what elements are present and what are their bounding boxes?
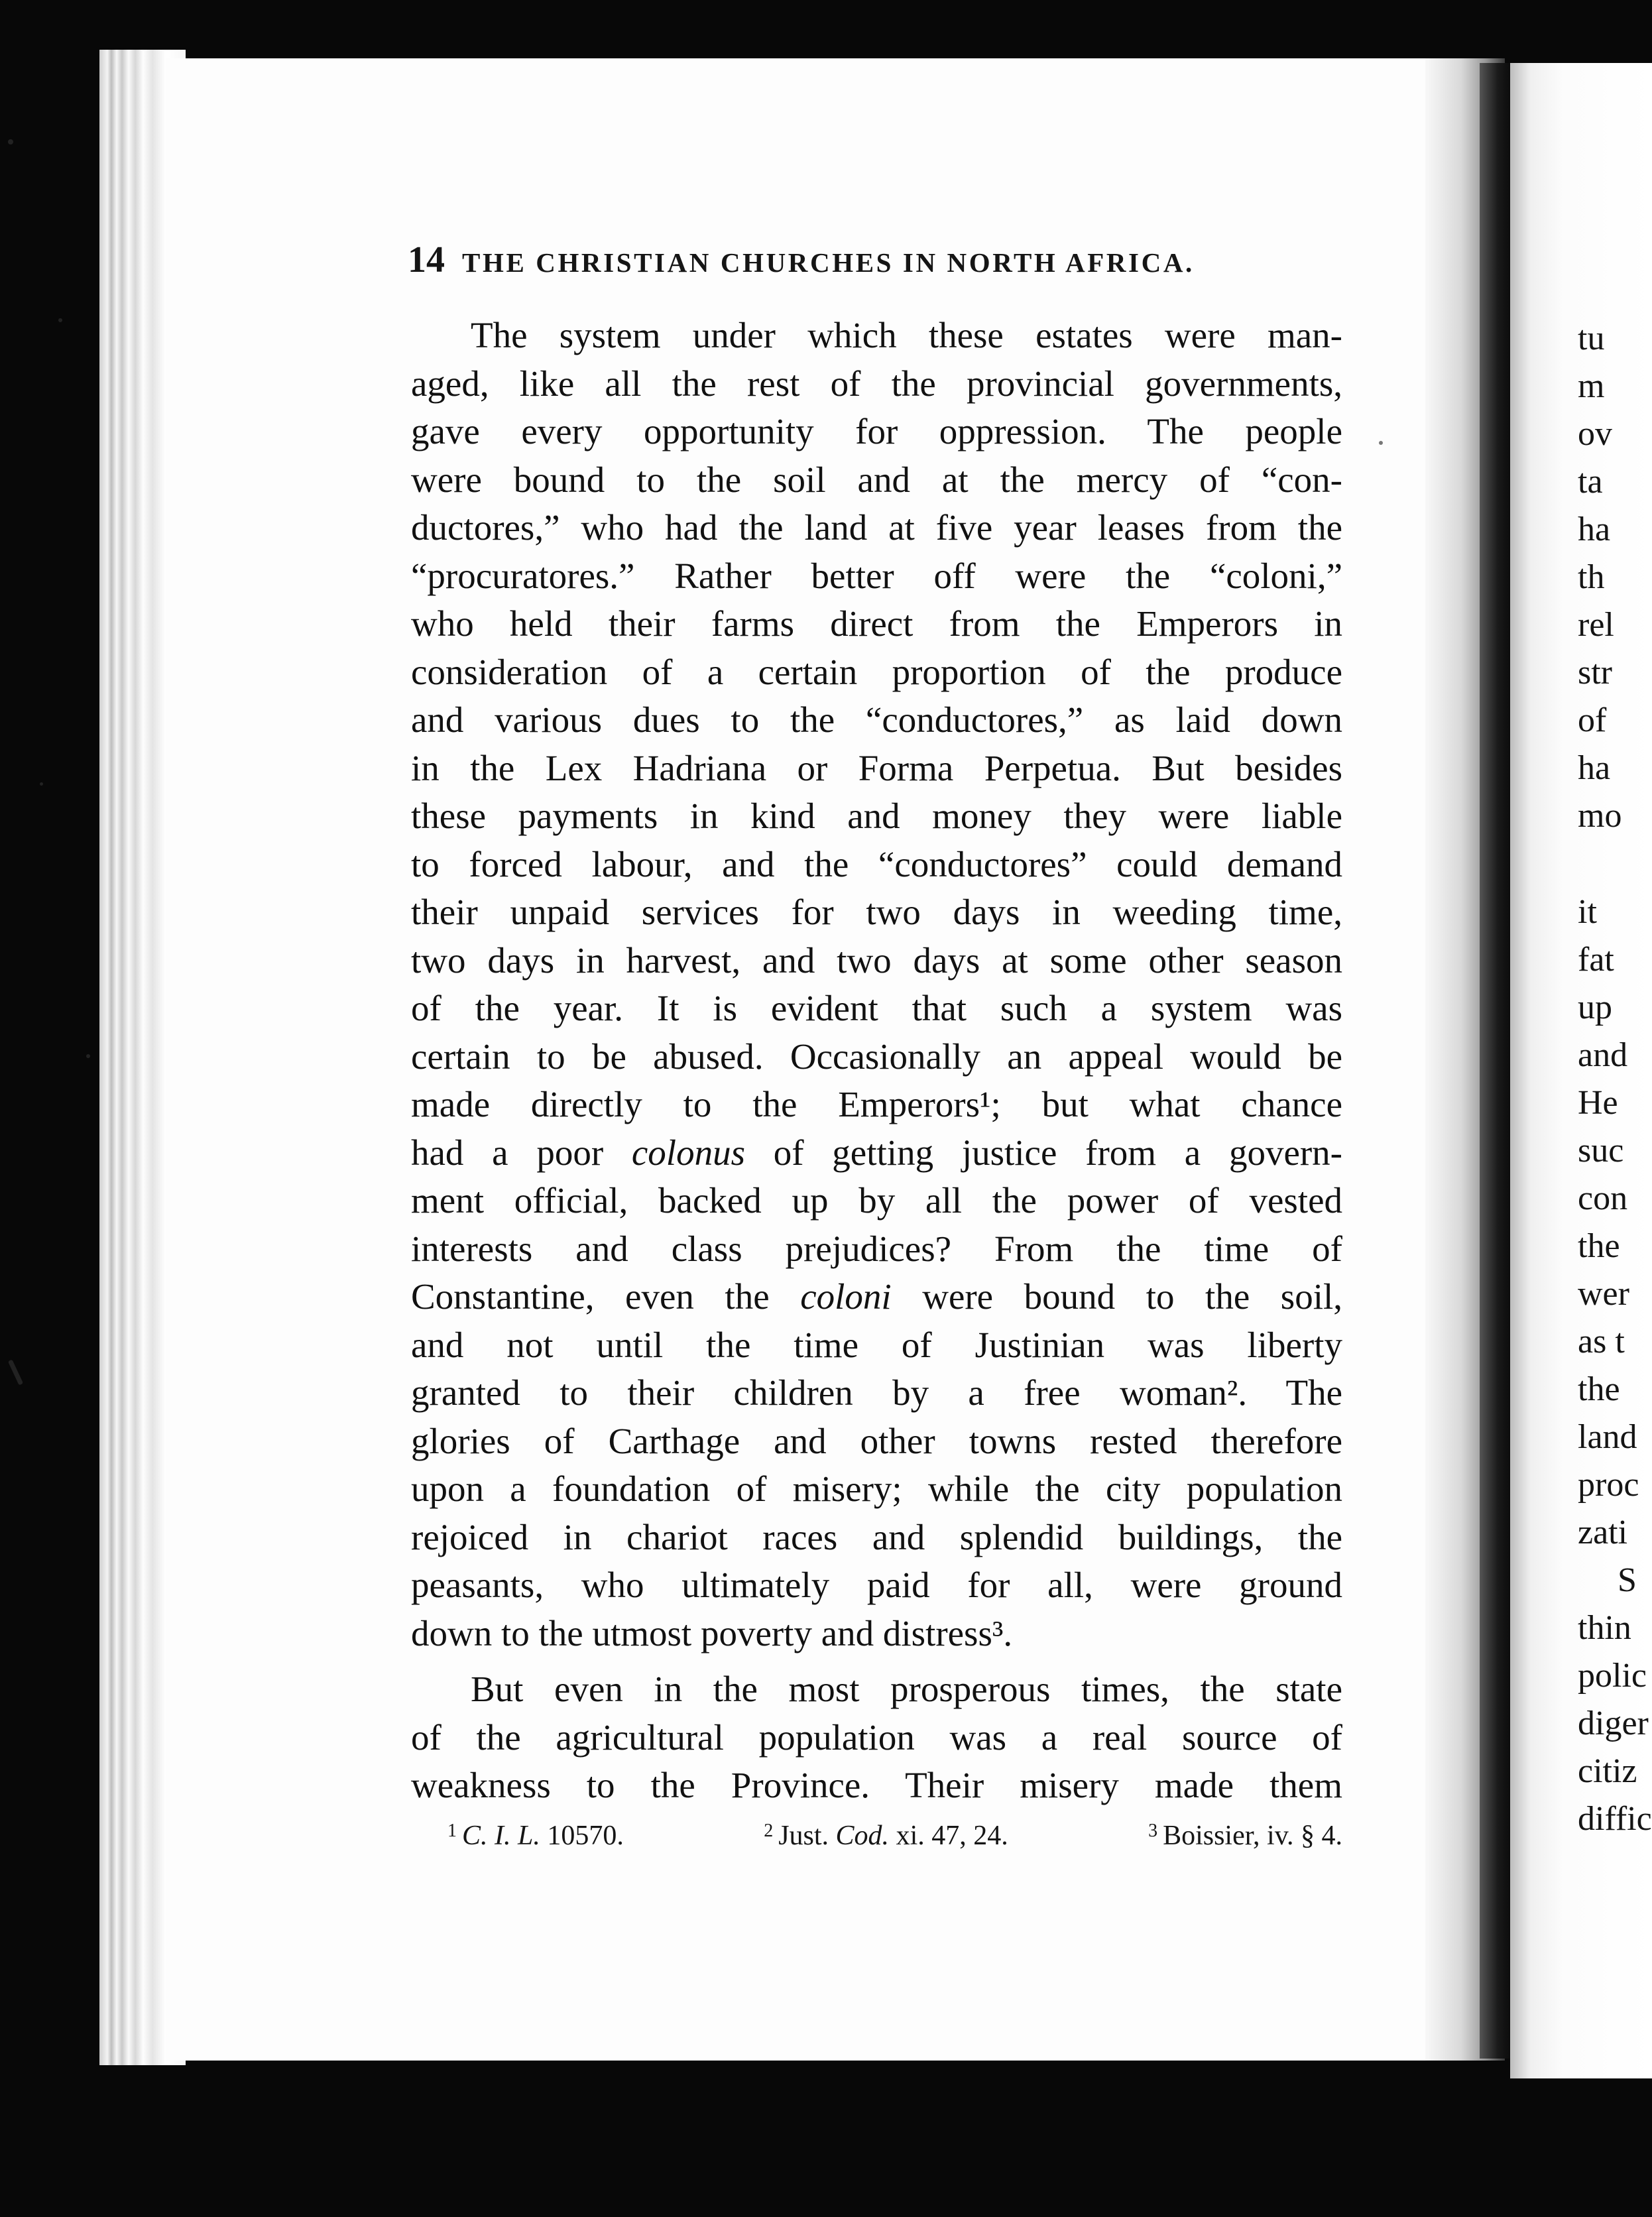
right-page-fragment: mo <box>1578 797 1622 835</box>
text-line: of the agricultural population was a real source of <box>411 1716 1342 1758</box>
text-line: aged, like all the rest of the provincial governments, <box>411 363 1342 404</box>
right-page-fragment: diffic <box>1578 1800 1652 1838</box>
footnote-mark: 2 <box>764 1821 774 1841</box>
text-line: their unpaid services for two days in weeding time, <box>411 892 1342 932</box>
text-line: glories of Carthage and other towns rested therefore <box>411 1420 1342 1461</box>
text-line: who held their farms direct from the Emperors in <box>411 603 1342 644</box>
right-page-fragment: citiz <box>1578 1752 1637 1790</box>
right-page-fragment: ha <box>1578 749 1611 787</box>
book-gutter <box>1480 63 1510 2059</box>
running-title: THE CHRISTIAN CHURCHES IN NORTH AFRICA. <box>462 247 1195 278</box>
footnote-mark: 3 <box>1148 1821 1158 1841</box>
right-page-fragment: suc <box>1578 1132 1624 1169</box>
text-line: ment official, backed up by all the power of vested <box>411 1180 1342 1221</box>
text-line: ductores,” who had the land at five year leases from the <box>411 507 1342 548</box>
footnote-3 <box>1148 1811 1342 1851</box>
text-line: were bound to the soil and at the mercy of “con- <box>411 459 1342 500</box>
running-head <box>408 239 1336 285</box>
right-page-fragment: the <box>1578 1227 1620 1265</box>
text-line: of the year. It is evident that such a system was <box>411 988 1342 1028</box>
footnote-text: Just. <box>778 1821 836 1851</box>
footnote-text-after: xi. 47, 24. <box>889 1821 1008 1851</box>
right-page-fragment: fat <box>1578 941 1614 979</box>
right-page-fragment: ha <box>1578 510 1611 548</box>
scan-speck <box>8 139 13 145</box>
right-page-fragment: S <box>1618 1561 1637 1599</box>
right-page-fragment: polic <box>1578 1657 1647 1695</box>
right-page-fragment: wer <box>1578 1275 1629 1313</box>
right-page-fragment: land <box>1578 1418 1637 1456</box>
right-page-fragment: m <box>1578 367 1605 405</box>
right-page-fragment: str <box>1578 654 1612 691</box>
text-line: weakness to the Province. Their misery made them <box>411 1765 1342 1805</box>
right-page-fragment: diger <box>1578 1705 1649 1742</box>
text-line: certain to be abused. Occasionally an appeal would be <box>411 1036 1342 1077</box>
text-line: Constantine, even the coloni were bound to the soil, <box>411 1276 1342 1317</box>
right-page-fragment: as t <box>1578 1323 1625 1360</box>
right-page-fragment: of <box>1578 701 1607 739</box>
text-line: in the Lex Hadriana or Forma Perpetua. But besides <box>411 747 1342 788</box>
text-line: and various dues to the “conductores,” as laid down <box>411 699 1342 740</box>
right-page-fragment: up <box>1578 989 1612 1026</box>
right-page-fragment: tu <box>1578 320 1605 357</box>
text-line: made directly to the Emperors¹; but what chance <box>411 1084 1342 1124</box>
text-line: granted to their children by a free woman². The <box>411 1372 1342 1413</box>
scan-speck <box>40 782 43 786</box>
text-line: interests and class prejudices? From the time of <box>411 1228 1342 1269</box>
right-page-fragment: th <box>1578 558 1605 596</box>
text-line: and not until the time of Justinian was liberty <box>411 1324 1342 1365</box>
text-line: upon a foundation of misery; while the city population <box>411 1468 1342 1509</box>
right-page-fragment: ov <box>1578 415 1612 453</box>
footnote-italic: Cod. <box>835 1821 890 1851</box>
scan-speck <box>86 1054 90 1058</box>
right-page-fragment: rel <box>1578 606 1614 644</box>
text-line: down to the utmost poverty and distress³. <box>411 1612 1013 1653</box>
text-line: The system under which these estates were man- <box>471 315 1342 355</box>
footnote-italic: C. I. L. <box>462 1821 540 1851</box>
scan-speck <box>58 318 62 322</box>
right-page-fragment: the <box>1578 1370 1620 1408</box>
text-line: peasants, who ultimately paid for all, were ground <box>411 1565 1342 1605</box>
footnote-mark: 1 <box>447 1821 457 1841</box>
footnote-2 <box>764 1811 1008 1851</box>
footnote-1 <box>447 1811 624 1851</box>
text-line: consideration of a certain proportion of the produce <box>411 651 1342 692</box>
right-page-fragment: He <box>1578 1084 1618 1122</box>
right-page-fragment: thin <box>1578 1609 1631 1647</box>
right-page-fragment: con <box>1578 1179 1628 1217</box>
right-page-fragment: and <box>1578 1036 1628 1074</box>
text-line: to forced labour, and the “conductores” could demand <box>411 843 1342 884</box>
text-line: gave every opportunity for oppression. The people <box>411 411 1342 451</box>
text-line: But even in the most prosperous times, the state <box>471 1669 1342 1709</box>
footnote-text: Boissier, iv. § 4. <box>1163 1821 1342 1851</box>
footnotes <box>447 1811 1342 1851</box>
body-text <box>411 312 1342 1810</box>
footnote-text: 10570. <box>540 1821 624 1851</box>
text-line: “procuratores.” Rather better off were the “coloni,” <box>411 555 1342 596</box>
scan-speck <box>1379 441 1383 445</box>
right-page-fragment: it <box>1578 893 1597 931</box>
page-number: 14 <box>408 239 445 280</box>
right-page-fragment: zati <box>1578 1514 1628 1551</box>
text-line: two days in harvest, and two days at some other season <box>411 939 1342 981</box>
right-page-fragment: ta <box>1578 463 1603 501</box>
text-line: had a poor colonus of getting justice from a govern- <box>411 1132 1342 1173</box>
text-line: these payments in kind and money they were liable <box>411 796 1342 836</box>
right-page-fragment: proc <box>1578 1466 1639 1504</box>
text-line: rejoiced in chariot races and splendid buildings, the <box>411 1516 1342 1557</box>
